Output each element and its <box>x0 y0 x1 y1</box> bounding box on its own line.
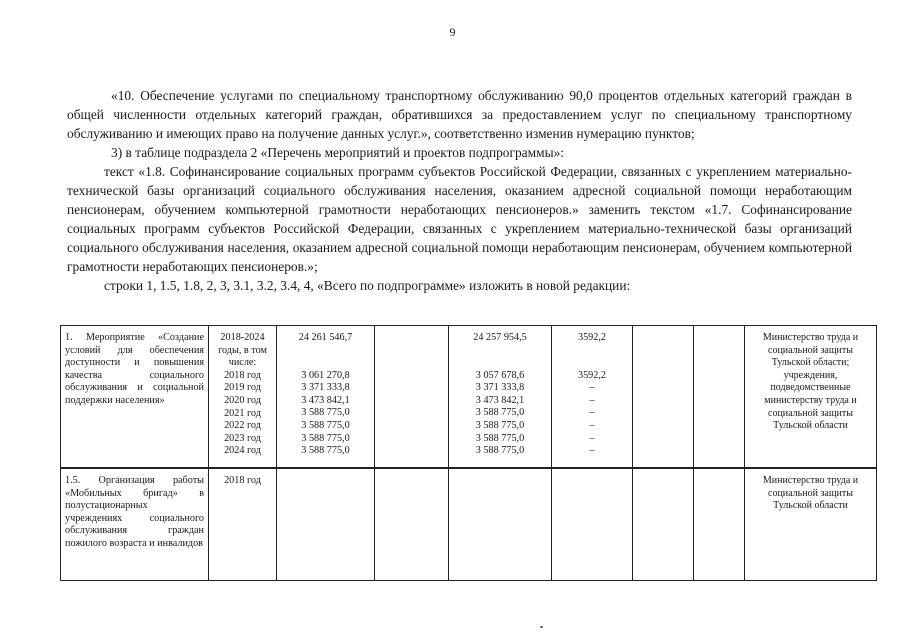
period-cell: 2018 год <box>209 468 277 581</box>
paragraph-item-10: «10. Обеспечение услугами по специальному транспортному обслуживанию 90,0 процентов отдельных категорий граждан в общей численности отдельных категорий граждан, обратившихся за предоставлением услуг по специальному транспортному обслуживанию и имеющих право на получение данных услуг.», соответственно изменив нумерацию пунктов; <box>67 88 852 141</box>
period-line: 2021 год <box>224 407 261 419</box>
amount-value: 3592,2 <box>577 369 606 381</box>
empty-cell <box>633 468 694 581</box>
amount-value: 3 473 842,1 <box>475 394 525 406</box>
empty-cell <box>694 326 745 469</box>
empty-cell <box>552 468 633 581</box>
amount-value: 3 588 775,0 <box>475 419 525 431</box>
amount-value: – <box>589 419 595 431</box>
amount-value: 3 057 678,6 <box>475 369 525 381</box>
empty-cell <box>694 468 745 581</box>
scan-artifact <box>540 626 543 628</box>
amount-value: – <box>589 445 595 457</box>
regional-funding-cell <box>449 326 552 469</box>
period-line: 2023 год <box>224 432 261 444</box>
amount-value: 3 061 270,8 <box>301 369 350 381</box>
period-line: числе: <box>228 357 257 369</box>
amount-value: 3 588 775,0 <box>301 432 350 444</box>
amount-value: 24 257 954,5 <box>473 332 527 343</box>
empty-cell <box>633 326 694 469</box>
period-line: годы, в том <box>218 344 267 356</box>
empty-cell <box>449 468 552 581</box>
amount-value: 3 371 333,8 <box>301 382 350 394</box>
amount-value: 3 588 775,0 <box>301 445 350 457</box>
paragraph-rows-list: строки 1, 1.5, 1.8, 2, 3, 3.1, 3.2, 3.4, 4, «Всего по подпрограмме» изложить в новой редакции: <box>104 278 631 293</box>
amount-value: 3 588 775,0 <box>475 407 525 419</box>
period-line: 2018 год <box>224 369 261 381</box>
amount-value: 24 261 546,7 <box>298 332 353 343</box>
empty-cell <box>277 468 375 581</box>
amount-value: – <box>589 382 595 394</box>
table-row <box>61 326 877 469</box>
local-funding-cell <box>552 326 633 469</box>
amount-value: 3592,2 <box>577 332 606 343</box>
activity-name-cell: 1. Мероприятие «Создание условий для обеспечения доступности и повышения качества социального обслуживания и социальной поддержки населения» <box>61 326 209 469</box>
responsible-cell: Министерство труда и социальной защиты Тульской области; учреждения, подведомственные министерству труда и социальной защиты Тульской области <box>745 326 877 469</box>
document-body <box>67 86 852 295</box>
amount-value: 3 588 775,0 <box>301 419 350 431</box>
amount-value: – <box>589 432 595 444</box>
paragraph-item-3: 3) в таблице подраздела 2 «Перечень мероприятий и проектов подпрограммы»: <box>111 145 564 160</box>
responsible-cell: Министерство труда и социальной защиты Тульской области <box>745 468 877 581</box>
paragraph-text-replacement: текст «1.8. Софинансирование социальных программ субъектов Российской Федерации, связанных с укреплением материально-технической базы организаций социального обслуживания населения, оказанием адресной социальной помощи неработающим пенсионерам, обучением компьютерной грамотности неработающих пенсионеров.» заменить текстом «1.7. Софинансирование социальных программ субъектов Российской Федерации, связанных с укреплением материально-технической базы организаций социального обслуживания населения, оказанием адресной социальной помощи неработающим пенсионерам, обучением компьютерной грамотности неработающих пенсионеров.»; <box>67 164 852 274</box>
period-line: 2022 год <box>224 420 261 432</box>
amount-value: – <box>589 407 595 419</box>
period-line: 2020 год <box>224 394 261 406</box>
period-line: 2018-2024 <box>220 332 265 343</box>
period-line: 2024 год <box>224 445 261 457</box>
amount-value: 3 588 775,0 <box>301 407 350 419</box>
activities-table <box>60 325 877 581</box>
activity-name-cell: 1.5. Организация работы «Мобильных бригад» в полустационарных учреждениях социального обслуживания граждан пожилого возраста и инвалидов <box>61 468 209 581</box>
amount-value: 3 473 842,1 <box>301 394 350 406</box>
page-number: 9 <box>449 25 456 39</box>
amount-value: 3 371 333,8 <box>475 382 525 394</box>
empty-cell <box>375 326 449 469</box>
period-cell <box>209 326 277 469</box>
amount-value: 3 588 775,0 <box>475 445 525 457</box>
amount-value: – <box>589 394 595 406</box>
table-row <box>61 468 877 581</box>
empty-cell <box>375 468 449 581</box>
amount-value: 3 588 775,0 <box>475 432 525 444</box>
total-funding-cell <box>277 326 375 469</box>
period-line: 2019 год <box>224 382 261 394</box>
